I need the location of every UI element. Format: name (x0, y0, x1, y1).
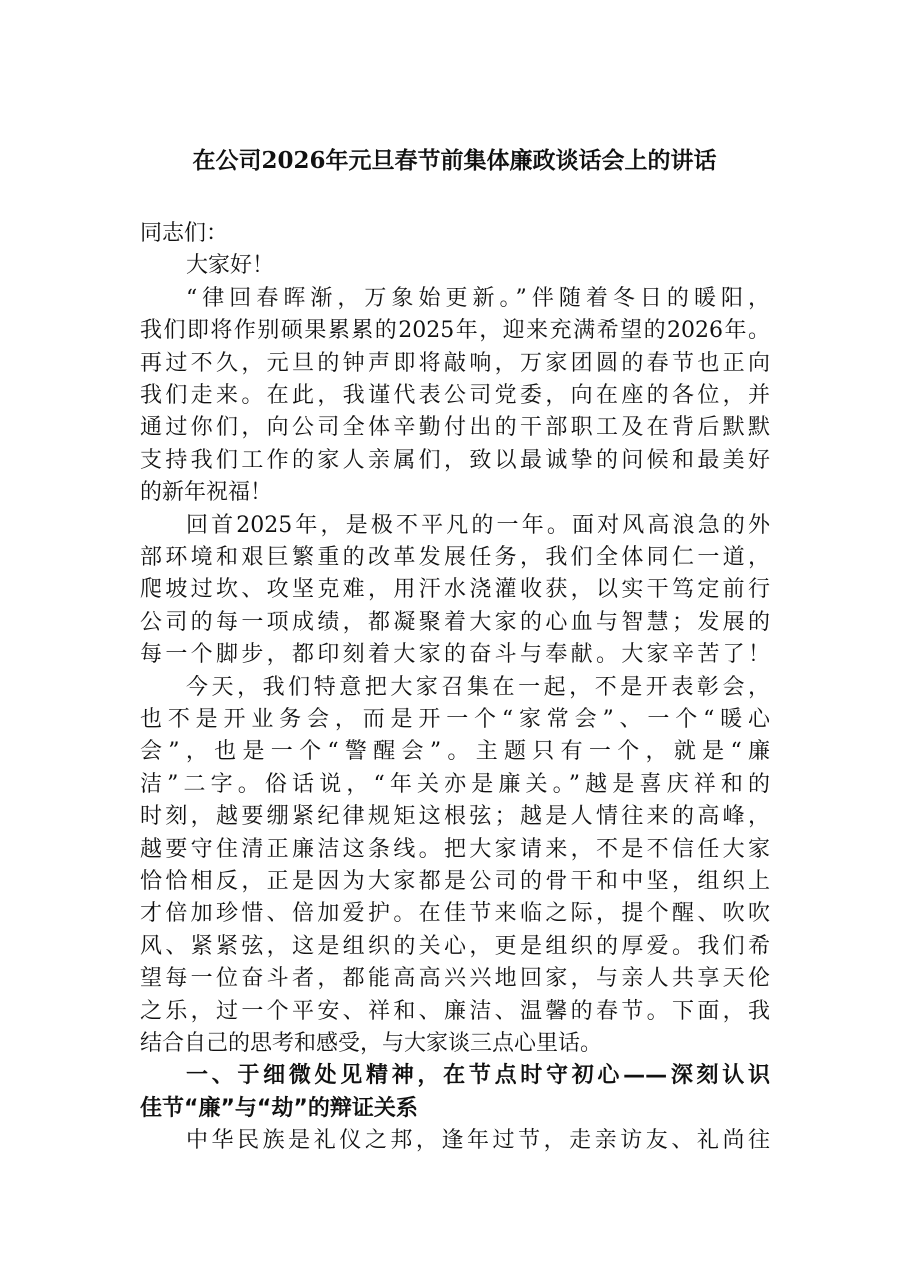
paragraph-line: 洁”二字。俗话说，“年关亦是廉关。”越是喜庆祥和的 (140, 771, 770, 797)
paragraph-line: 风、紧紧弦，这是组织的关心，更是组织的厚爱。我们希 (140, 933, 770, 959)
paragraph-line: 通过你们，向公司全体辛勤付出的干部职工及在背后默默 (140, 415, 770, 441)
section-heading-line: 一、于细微处见精神，在节点时守初心——深刻认识 (186, 1063, 770, 1089)
paragraph-line: 我们走来。在此，我谨代表公司党委，向在座的各位，并 (140, 383, 770, 408)
paragraph-line: 回首2025年，是极不平凡的一年。面对风高浪急的外 (186, 512, 770, 538)
paragraph-line: 越要守住清正廉洁这条线。把大家请来，不是不信任大家 (140, 836, 770, 862)
paragraph-line: 大家好！ (186, 253, 275, 279)
document-title: 在公司2026年元旦春节前集体廉政谈话会上的讲话 (192, 147, 717, 174)
paragraph-line: 每一个脚步，都印刻着大家的奋斗与奉献。大家辛苦了！ (140, 642, 770, 668)
paragraph-line: 公司的每一项成绩，都凝聚着大家的心血与智慧；发展的 (140, 609, 770, 635)
section-heading-line: 佳节“廉”与“劫”的辩证关系 (140, 1095, 418, 1121)
paragraph-line: 的新年祝福！ (140, 480, 273, 506)
paragraph-line: 今天，我们特意把大家召集在一起，不是开表彰会， (186, 674, 770, 700)
paragraph-line: 支持我们工作的家人亲属们，致以最诚挚的问候和最美好 (140, 447, 770, 473)
paragraph-line: 望每一位奋斗者，都能高高兴兴地回家，与亲人共享天伦 (140, 966, 770, 992)
paragraph-line: 会”，也是一个“警醒会”。主题只有一个，就是“廉 (140, 739, 770, 765)
paragraph-line: 我们即将作别硕果累累的2025年，迎来充满希望的2026年。 (140, 318, 770, 344)
paragraph-line: 结合自己的思考和感受，与大家谈三点心里话。 (140, 1031, 603, 1056)
paragraph-line: 也不是开业务会，而是开一个“家常会”、一个“暖心 (140, 707, 770, 732)
paragraph-line: 爬坡过坎、攻坚克难，用汗水浇灌收获，以实干笃定前行 (140, 577, 770, 603)
paragraph-line: 时刻，越要绷紧纪律规矩这根弦；越是人情往来的高峰， (140, 804, 770, 830)
paragraph-line: 再过不久，元旦的钟声即将敲响，万家团圆的春节也正向 (140, 350, 770, 376)
paragraph-line: “律回春晖渐，万象始更新。”伴随着冬日的暖阳， (186, 285, 770, 311)
paragraph-line: 之乐，过一个平安、祥和、廉洁、温馨的春节。下面，我 (140, 998, 770, 1024)
paragraph-line: 部环境和艰巨繁重的改革发展任务，我们全体同仁一道， (140, 545, 770, 570)
paragraph-line: 中华民族是礼仪之邦，逢年过节，走亲访友、礼尚往 (186, 1128, 770, 1154)
paragraph-line: 同志们： (140, 221, 229, 246)
paragraph-line: 才倍加珍惜、倍加爱护。在佳节来临之际，提个醒、吹吹 (140, 901, 770, 927)
paragraph-line: 恰恰相反，正是因为大家都是公司的骨干和中坚，组织上 (140, 869, 770, 894)
